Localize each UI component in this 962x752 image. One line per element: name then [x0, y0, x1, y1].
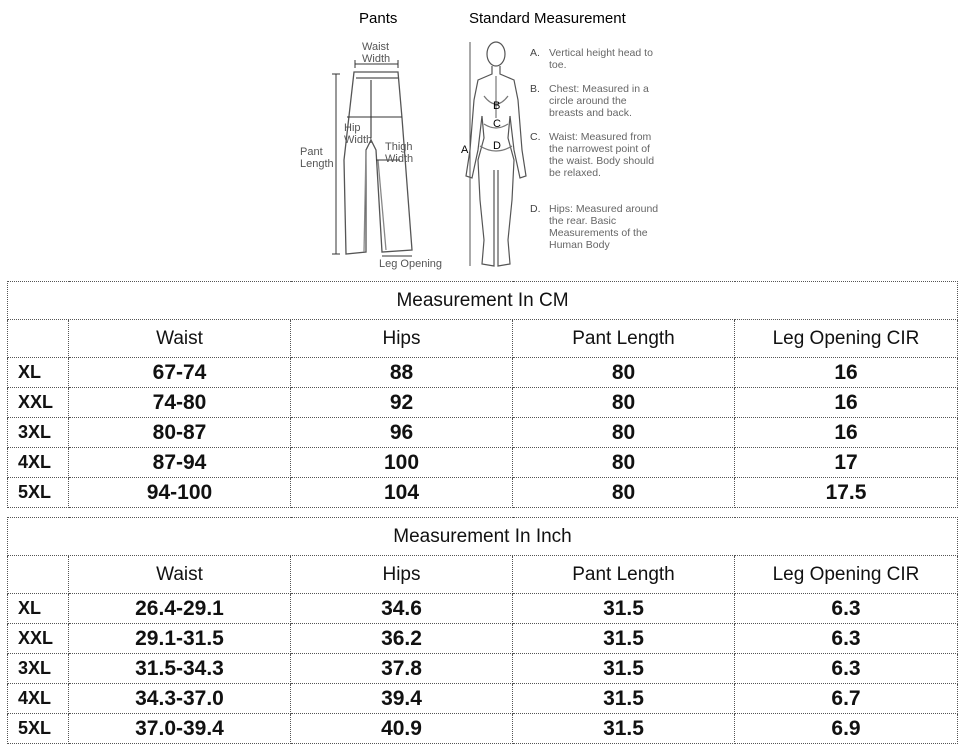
- leg-opening-value: 6.3: [735, 594, 958, 624]
- pant-length-value: 80: [513, 418, 735, 448]
- table-row: [8, 448, 958, 478]
- note-b-text: Chest: Measured in a circle around the breasts and back.: [549, 83, 649, 119]
- size-label: 3XL: [8, 418, 69, 448]
- note-c-key: C.: [530, 131, 541, 143]
- column-header-pant-length: Pant Length: [513, 556, 735, 594]
- size-table-inch: [7, 517, 958, 744]
- thigh-width-label-2: Width: [385, 153, 414, 165]
- pant-length-value: 31.5: [513, 654, 735, 684]
- human-figure-illustration: [466, 42, 526, 266]
- header-row: [8, 556, 958, 594]
- column-header-hips: Hips: [291, 556, 513, 594]
- leg-opening-value: 6.7: [735, 684, 958, 714]
- pant-length-value: 80: [513, 388, 735, 418]
- figure-letter-c: C: [493, 118, 501, 130]
- pants-title: Pants: [359, 10, 398, 27]
- hips-value: 40.9: [291, 714, 513, 744]
- column-header-leg-opening: Leg Opening CIR: [735, 320, 958, 358]
- column-header-pant-length: Pant Length: [513, 320, 735, 358]
- note-d-key: D.: [530, 203, 541, 215]
- thigh-width-label-1: Thigh: [385, 141, 413, 153]
- leg-opening-value: 6.3: [735, 624, 958, 654]
- header-empty-cell: [8, 556, 69, 594]
- pant-length-value: 31.5: [513, 594, 735, 624]
- waist-value: 74-80: [69, 388, 291, 418]
- leg-opening-value: 16: [735, 418, 958, 448]
- size-label: XL: [8, 358, 69, 388]
- standard-measurement-title: Standard Measurement: [469, 10, 626, 27]
- hip-width-label-2: Width: [344, 134, 373, 146]
- waist-value: 29.1-31.5: [69, 624, 291, 654]
- table-row: [8, 714, 958, 744]
- waist-value: 31.5-34.3: [69, 654, 291, 684]
- leg-opening-value: 17: [735, 448, 958, 478]
- pant-length-value: 80: [513, 448, 735, 478]
- pant-length-value: 80: [513, 358, 735, 388]
- size-label: 5XL: [8, 714, 69, 744]
- table-row: [8, 478, 958, 508]
- pant-length-label-2: Length: [300, 158, 334, 170]
- size-label: XXL: [8, 624, 69, 654]
- pant-length-value: 80: [513, 478, 735, 508]
- column-header-waist: Waist: [69, 556, 291, 594]
- figure-letter-a: A: [461, 144, 469, 156]
- column-header-waist: Waist: [69, 320, 291, 358]
- pant-length-value: 31.5: [513, 624, 735, 654]
- hips-value: 39.4: [291, 684, 513, 714]
- waist-value: 26.4-29.1: [69, 594, 291, 624]
- hips-value: 96: [291, 418, 513, 448]
- note-c-text: Waist: Measured from the narrowest point of the waist. Body should be relaxed.: [549, 131, 655, 179]
- hip-width-label-1: Hip: [344, 122, 361, 134]
- waist-value: 87-94: [69, 448, 291, 478]
- figure-letter-d: D: [493, 140, 501, 152]
- pant-length-value: 31.5: [513, 684, 735, 714]
- column-header-leg-opening: Leg Opening CIR: [735, 556, 958, 594]
- note-b-key: B.: [530, 83, 540, 95]
- leg-opening-value: 6.3: [735, 654, 958, 684]
- size-label: 4XL: [8, 684, 69, 714]
- note-a: [530, 47, 659, 71]
- pant-length-value: 31.5: [513, 714, 735, 744]
- hips-value: 100: [291, 448, 513, 478]
- leg-opening-value: 16: [735, 388, 958, 418]
- size-label: XXL: [8, 388, 69, 418]
- column-header-hips: Hips: [291, 320, 513, 358]
- size-label: 5XL: [8, 478, 69, 508]
- waist-value: 67-74: [69, 358, 291, 388]
- waist-value: 94-100: [69, 478, 291, 508]
- size-table-cm: [7, 281, 958, 508]
- note-d-text: Hips: Measured around the rear. Basic Measurements of the Human Body: [549, 203, 659, 251]
- leg-opening-value: 6.9: [735, 714, 958, 744]
- note-b: [530, 83, 659, 119]
- measurement-diagram: [0, 0, 962, 280]
- pant-length-label-1: Pant: [300, 146, 323, 158]
- table-row: [8, 624, 958, 654]
- waist-value: 80-87: [69, 418, 291, 448]
- leg-opening-value: 17.5: [735, 478, 958, 508]
- table-title-cm: Measurement In CM: [8, 282, 958, 320]
- hips-value: 88: [291, 358, 513, 388]
- size-label: 3XL: [8, 654, 69, 684]
- size-label: XL: [8, 594, 69, 624]
- note-a-key: A.: [530, 47, 540, 59]
- hips-value: 34.6: [291, 594, 513, 624]
- size-label: 4XL: [8, 448, 69, 478]
- note-c: [530, 131, 659, 179]
- figure-letter-b: B: [493, 100, 501, 112]
- waist-value: 37.0-39.4: [69, 714, 291, 744]
- hips-value: 36.2: [291, 624, 513, 654]
- leg-opening-label: Leg Opening: [379, 258, 442, 270]
- note-d: [530, 203, 659, 251]
- waist-width-label-2: Width: [362, 53, 391, 65]
- hips-value: 104: [291, 478, 513, 508]
- table-row: [8, 654, 958, 684]
- table-row: [8, 358, 958, 388]
- table-row: [8, 594, 958, 624]
- table-row: [8, 684, 958, 714]
- table-row: [8, 388, 958, 418]
- hips-value: 37.8: [291, 654, 513, 684]
- table-title-inch: Measurement In Inch: [8, 518, 958, 556]
- diagram-drawings: [0, 0, 962, 280]
- waist-value: 34.3-37.0: [69, 684, 291, 714]
- header-row: [8, 320, 958, 358]
- hips-value: 92: [291, 388, 513, 418]
- table-row: [8, 418, 958, 448]
- note-a-text: Vertical height head to toe.: [549, 47, 653, 71]
- header-empty-cell: [8, 320, 69, 358]
- leg-opening-value: 16: [735, 358, 958, 388]
- waist-width-label-1: Waist: [362, 41, 390, 53]
